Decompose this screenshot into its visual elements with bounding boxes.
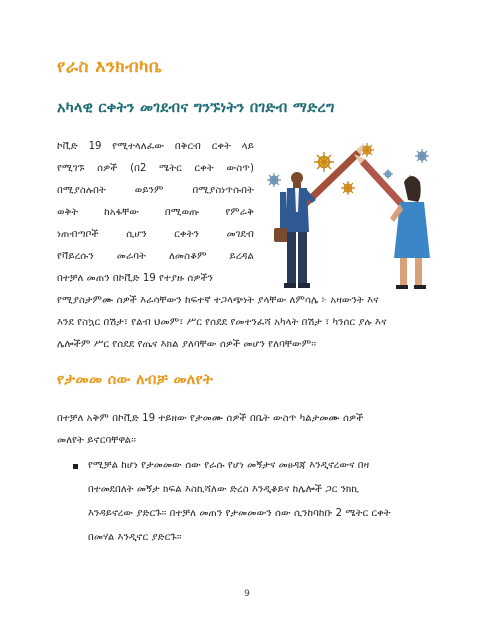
section-heading-isolation: የታመመ ሰው ለብቻ መለየት: [57, 372, 214, 388]
paragraph-line: ሌሎችም ሥር የሰደደ የጤና እክል ያለባቸው ሰዎች መሆን የለባቸውም፡፡: [57, 339, 317, 350]
paragraph-line: በሚያስሉበት ወይንም በሚያስነጥሱበት: [57, 185, 254, 196]
virus-icon: [383, 169, 393, 179]
section-heading-distancing: አካላዊ ርቀትን መገደብና ግንኙነትን በገድብ ማድረግ: [57, 100, 335, 116]
paragraph-line: በተቻለ መጠን በኮቪድ 19 የተያዙ ሰዎችን: [57, 273, 214, 284]
bullet-marker: [73, 464, 78, 469]
paragraph-line: የቫይረሱን መራባት ለመስቆም ይረዳል: [57, 251, 254, 262]
virus-icon: [415, 149, 429, 163]
paragraph-line: የሚያስታምሙ ሰዎች እራሳቸውን ከፍተኛ ተጋላጭነት ያላቸው ለምሳሌ ፦ አዛውንት እና: [57, 295, 379, 306]
paragraph-line: ወቅት ከአፋቸው በሚወጡ የምራቅ: [57, 207, 254, 218]
paragraph-line: መለየት ይኖርባቸዋል፡፡: [57, 435, 136, 446]
virus-icon: [267, 173, 281, 187]
bullet-line: በተመደበለት መኝታ ክፍል እስኪሻለው ድረስ እንዲቆይና ከሌሎች ጋር ንክኪ: [88, 484, 360, 495]
pencil-icon: [298, 143, 364, 211]
paragraph-line: የሚገኙ ሰዎች (በ2 ሜትር ርቀት ውስጥ): [57, 163, 254, 174]
page-title: የራስ እንክብካቤ: [57, 57, 163, 77]
virus-icon: [314, 152, 334, 172]
page-number: 9: [244, 589, 250, 599]
bullet-line: የሚቻል ከሆነ የታመመው ሰው የራሱ የሆነ መኝታና መፀዳጃ እንዲኖረውና በዛ: [88, 460, 370, 471]
social-distancing-illustration: [262, 140, 440, 302]
paragraph-line: በተቻለ አቅም በኮቪድ 19 ተይዘው የታመሙ ሰዎች በቤት ውስጥ ካልታመሙ ሰዎች: [57, 413, 364, 424]
paragraph-line: እንደ የስኳር በሽታ፣ የልብ ህመም፣ ሥር የሰደደ የመተንፈሻ አካላት በሽታ ፣ ካንሰር ያሉ እና: [57, 317, 387, 328]
virus-icon: [341, 181, 355, 195]
paragraph-line: ነጠብጣቦች ሲሆን ርቀትን መገደብ: [57, 229, 254, 240]
bullet-line: እንዳይኖረው ያድርጉ፡፡ በተቻለ መጠን የታመመውን ሰው ሲንከባከቡ 2 ሜትር ርቀት: [88, 508, 391, 519]
bullet-line: በመሃል እንዲኖር ያድርጉ፡፡: [88, 532, 182, 543]
paragraph-line: ኮቪድ 19 የሚተላለፈው በቅርብ ርቀት ላይ: [57, 141, 254, 152]
man-figure: [274, 172, 316, 288]
